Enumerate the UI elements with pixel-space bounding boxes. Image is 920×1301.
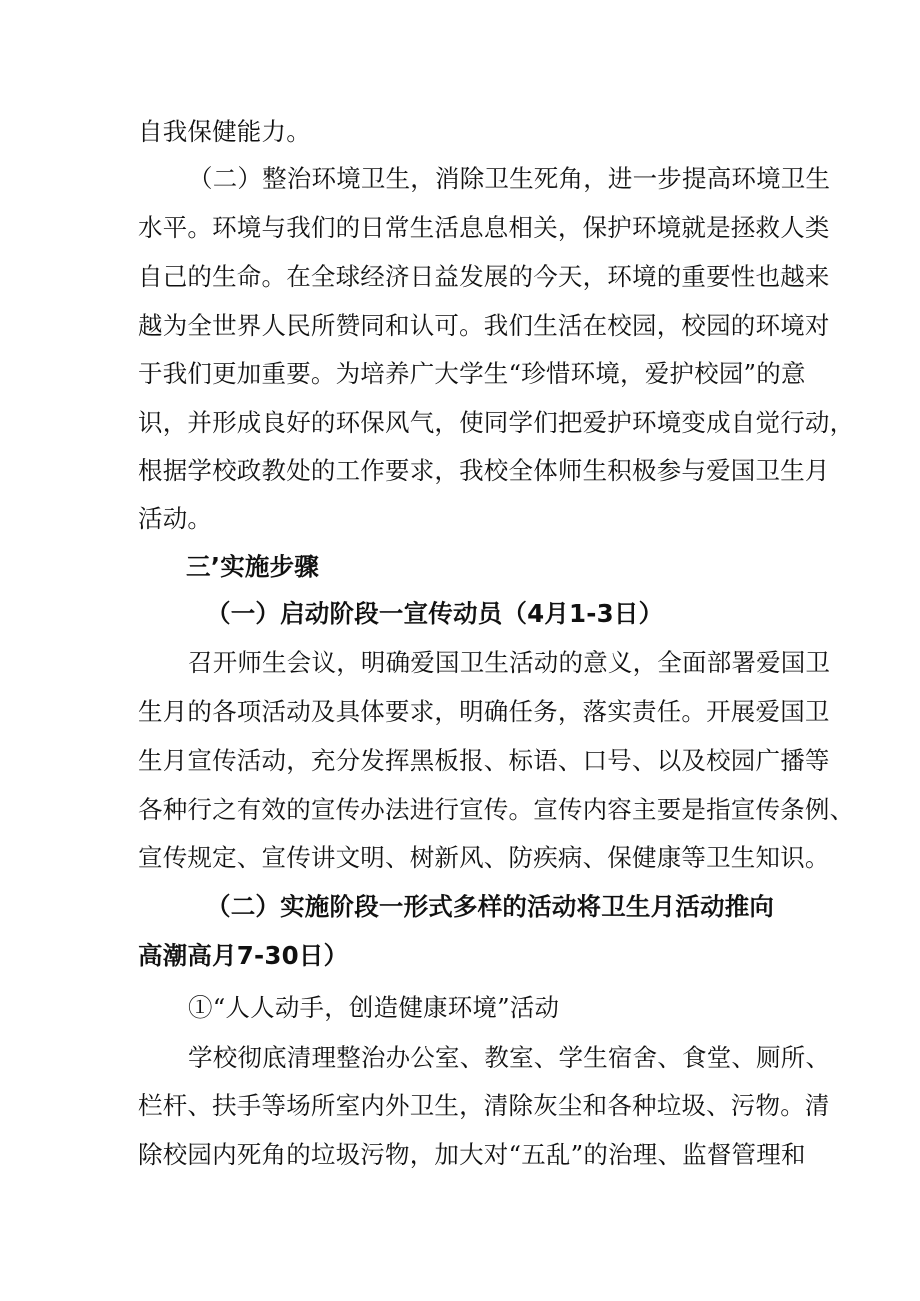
paragraph-line: 生月宣传活动，充分发挥黑板报、标语、口号、以及校园广播等 xyxy=(138,746,830,775)
paragraph-line: 召开师生会议，明确爱国卫生活动的意义，全面部署爱国卫 xyxy=(188,648,831,677)
section-heading: 三’实施步骤 xyxy=(186,552,320,581)
subsection-heading-continued: 高潮高月7-30日） xyxy=(138,941,349,970)
paragraph-line: 水平。环境与我们的日常生活息息相关，保护环境就是拯救人类 xyxy=(138,213,830,242)
paragraph-line: 宣传规定、宣传讲文明、树新风、防疾病、保健康等卫生知识。 xyxy=(138,843,830,872)
paragraph-line: 自我保健能力。 xyxy=(138,117,311,146)
paragraph-line: 越为全世界人民所赞同和认可。我们生活在校园，校园的环境对 xyxy=(138,311,830,340)
paragraph-line: 活动。 xyxy=(138,504,213,533)
paragraph-line: 学校彻底清理整治办公室、教室、学生宿舍、食堂、厕所、 xyxy=(188,1043,831,1072)
paragraph-line: 生月的各项活动及具体要求，明确任务，落实责任。开展爱国卫 xyxy=(138,697,830,726)
paragraph-line: 除校园内死角的垃圾污物，加大对“五乱”的治理、监督管理和 xyxy=(138,1140,806,1169)
paragraph-line: 根据学校政教处的工作要求，我校全体师生积极参与爱国卫生月 xyxy=(138,456,830,485)
paragraph-line: （二）整治环境卫生，消除卫生死角，进一步提高环境卫生 xyxy=(188,164,831,193)
paragraph-line: 各种行之有效的宣传办法进行宣传。宣传内容主要是指宣传条例、 xyxy=(138,795,855,824)
paragraph-line: 识，并形成良好的环保风气，使同学们把爱护环境变成自觉行动， xyxy=(138,408,855,437)
paragraph-line: 栏杆、扶手等场所室内外卫生，清除灰尘和各种垃圾、污物。清 xyxy=(138,1091,830,1120)
paragraph-line: 自己的生命。在全球经济日益发展的今天，环境的重要性也越来 xyxy=(138,262,830,291)
activity-title: ①“人人动手，创造健康环境”活动 xyxy=(188,993,560,1022)
subsection-heading: （一）启动阶段一宣传动员（4月1-3日） xyxy=(206,599,664,628)
subsection-heading: （二）实施阶段一形式多样的活动将卫生月活动推向 xyxy=(206,892,775,921)
paragraph-line: 于我们更加重要。为培养广大学生“珍惜环境，爱护校园”的意 xyxy=(138,359,806,388)
